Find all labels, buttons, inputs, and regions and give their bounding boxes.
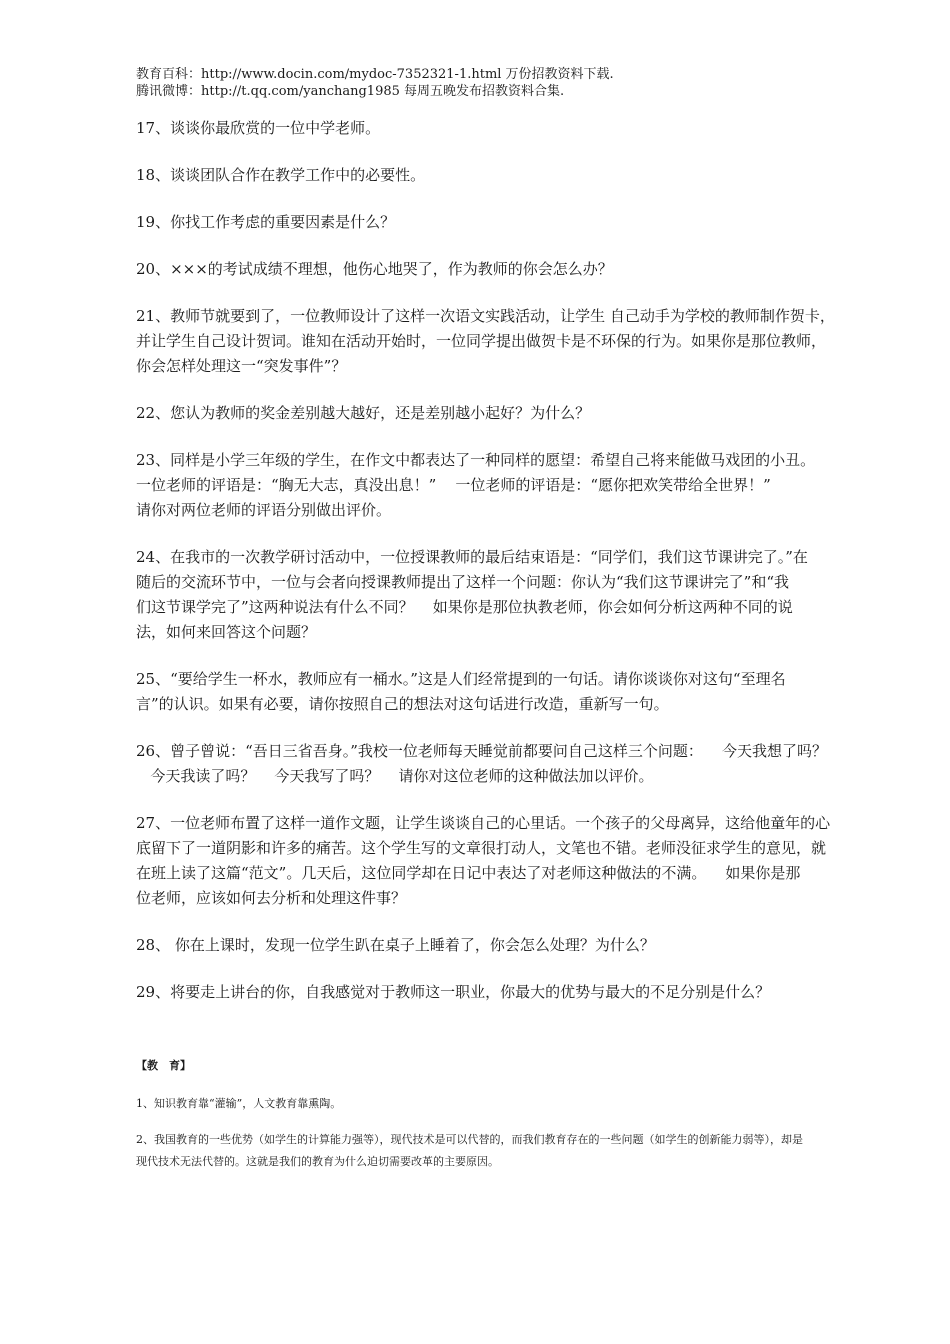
- question-line: 并让学生自己设计贺词。谁知在活动开始时，一位同学提出做贺卡是不环保的行为。如果你是那位教师，: [136, 332, 827, 350]
- question-item: [136, 739, 896, 789]
- question-line: 请你对两位老师的评语分别做出评价。: [136, 501, 392, 519]
- question-line: 法，如何来回答这个问题？: [136, 623, 317, 641]
- question-list: [136, 116, 896, 1005]
- question-line: 今天我读了吗？ 今天我写了吗？ 请你对这位老师的这种做法加以评价。: [136, 767, 654, 785]
- question-item: [136, 980, 896, 1005]
- header-line-weibo: 腾讯微博：http://t.qq.com/yanchang1985 每周五晚发布招教资料合集.: [136, 84, 565, 99]
- question-item: [136, 448, 896, 523]
- document-page: [136, 66, 896, 1187]
- question-item: [136, 401, 896, 426]
- header-line-docin: 教育百科：http://www.docin.com/mydoc-7352321-1.html 万份招教资料下载.: [136, 67, 614, 82]
- education-section: [136, 1057, 896, 1173]
- question-line: 位老师，应该如何去分析和处理这件事？: [136, 889, 407, 907]
- section-paragraph-line: 1、知识教育靠“灌输”，人文教育靠熏陶。: [136, 1097, 342, 1110]
- section-title: 【教 育】: [136, 1059, 191, 1072]
- question-item: [136, 257, 896, 282]
- question-line: 28、 你在上课时，发现一位学生趴在桌子上睡着了，你会怎么处理？为什么？: [136, 936, 655, 954]
- section-paragraph-line: 现代技术无法代替的。这就是我们的教育为什么迫切需要改革的主要原因。: [136, 1155, 499, 1168]
- document-header: [136, 66, 896, 100]
- section-paragraph: [136, 1093, 896, 1115]
- question-line: 随后的交流环节中，一位与会者向授课教师提出了这样一个问题：你认为“我们这节课讲完了”和“我: [136, 573, 790, 591]
- question-line: 底留下了一道阴影和许多的痛苦。这个学生写的文章很打动人，文笔也不错。老师没征求学生的意见，就: [136, 839, 827, 857]
- question-line: 你会怎样处理这一“突发事件”？: [136, 357, 347, 375]
- question-line: 在班上读了这篇“范文”。几天后，这位同学却在日记中表达了对老师这种做法的不满。 如果你是那: [136, 864, 801, 882]
- question-item: [136, 811, 896, 911]
- question-item: [136, 116, 896, 141]
- question-line: 们这节课学完了”这两种说法有什么不同？ 如果你是那位执教老师，你会如何分析这两种不同的说: [136, 598, 793, 616]
- question-line: 26、曾子曾说：“吾日三省吾身。”我校一位老师每天睡觉前都要问自己这样三个问题： 今天我想了吗？: [136, 742, 828, 760]
- section-paragraph-line: 2、我国教育的一些优势（如学生的计算能力强等），现代技术是可以代替的，而我们教育存在的一些问题（如学生的创新能力弱等），却是: [136, 1133, 803, 1146]
- question-item: [136, 210, 896, 235]
- question-line: 27、一位老师布置了这样一道作文题，让学生谈谈自己的心里话。一个孩子的父母离异，这给他童年的心: [136, 814, 831, 832]
- question-line: 22、您认为教师的奖金差别越大越好，还是差别越小起好？为什么？: [136, 404, 591, 422]
- question-item: [136, 304, 896, 379]
- question-line: 18、谈谈团队合作在教学工作中的必要性。: [136, 166, 426, 184]
- question-line: 一位老师的评语是：“胸无大志，真没出息！” 一位老师的评语是：“愿你把欢笑带给全世界！”: [136, 476, 771, 494]
- question-line: 23、同样是小学三年级的学生，在作文中都表达了一种同样的愿望：希望自己将来能做马戏团的小丑。: [136, 451, 816, 469]
- question-line: 20、×××的考试成绩不理想，他伤心地哭了，作为教师的你会怎么办？: [136, 260, 613, 278]
- question-line: 24、在我市的一次教学研讨活动中，一位授课教师的最后结束语是：“同学们，我们这节课讲完了。”在: [136, 548, 808, 566]
- question-line: 17、谈谈你最欣赏的一位中学老师。: [136, 119, 381, 137]
- question-item: [136, 163, 896, 188]
- question-line: 21、教师节就要到了，一位教师设计了这样一次语文实践活动，让学生 自己动手为学校的教师制作贺卡，: [136, 307, 835, 325]
- section-paragraphs: [136, 1093, 896, 1173]
- question-item: [136, 667, 896, 717]
- question-line: 19、你找工作考虑的重要因素是什么？: [136, 213, 396, 231]
- section-paragraph: [136, 1129, 896, 1173]
- question-line: 29、将要走上讲台的你，自我感觉对于教师这一职业，你最大的优势与最大的不足分别是什么？: [136, 983, 771, 1001]
- question-line: 言”的认识。如果有必要，请你按照自己的想法对这句话进行改造，重新写一句。: [136, 695, 669, 713]
- question-item: [136, 933, 896, 958]
- question-line: 25、“要给学生一杯水，教师应有一桶水。”这是人们经常提到的一句话。请你谈谈你对这句“至理名: [136, 670, 786, 688]
- question-item: [136, 545, 896, 645]
